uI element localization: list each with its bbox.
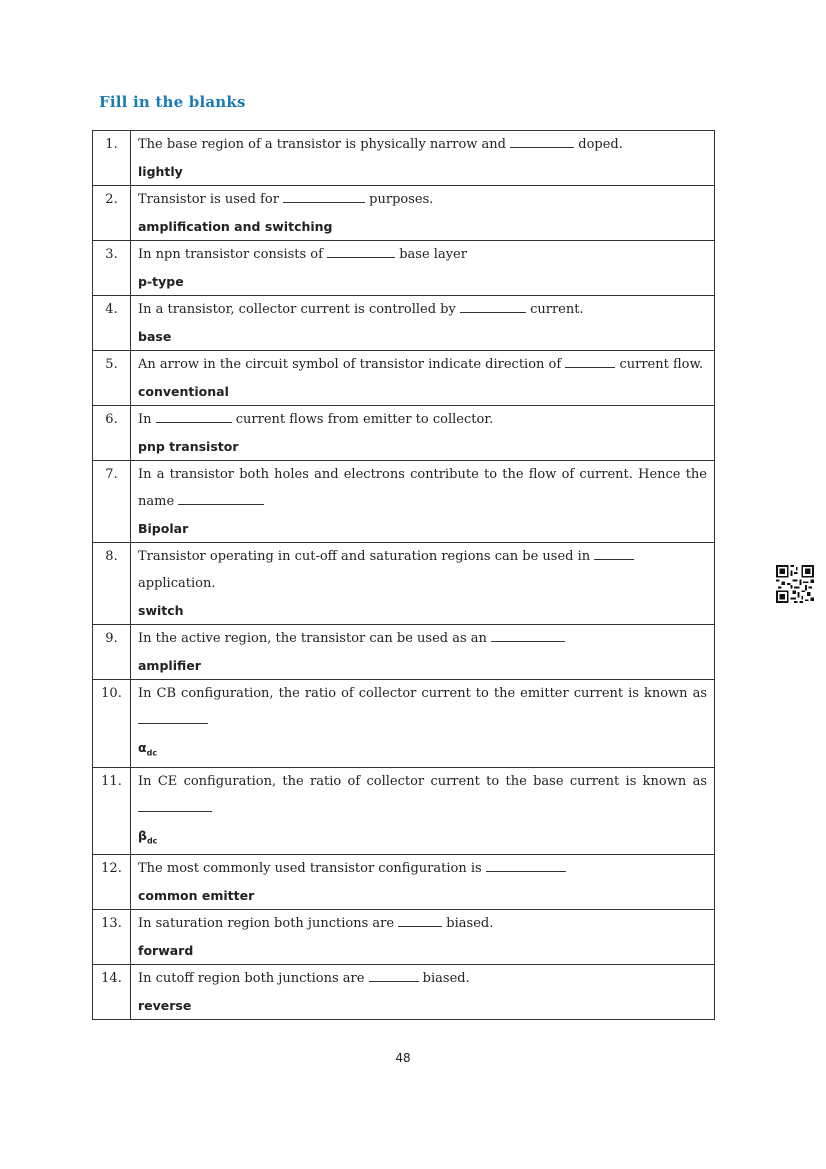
question-text-continued — [138, 795, 707, 822]
row-content — [131, 910, 715, 965]
answer-text: amplification and switching — [138, 219, 333, 234]
row-content — [131, 131, 715, 186]
question-text-continued — [138, 707, 707, 734]
table-row — [93, 241, 715, 296]
table-row — [93, 351, 715, 406]
question-text: In current flows from emitter to collector. — [138, 412, 494, 427]
answer-blank — [491, 629, 565, 642]
table-row — [93, 186, 715, 241]
row-number: 13. — [93, 910, 131, 965]
answer-text: $\alpha_{dc}$ — [138, 740, 158, 758]
question-text: In cutoff region both junctions are biased. — [138, 971, 470, 986]
row-content — [131, 406, 715, 461]
row-content — [131, 461, 715, 543]
row-number: 4. — [93, 296, 131, 351]
answer-text: conventional — [138, 384, 229, 399]
table-row — [93, 543, 715, 625]
answer-blank — [327, 245, 395, 258]
row-content — [131, 767, 715, 855]
table-row — [93, 680, 715, 768]
row-content — [131, 680, 715, 768]
table-row — [93, 767, 715, 855]
fill-in-blanks-table — [92, 130, 715, 1020]
question-text: Transistor is used for purposes. — [138, 192, 434, 207]
row-number: 5. — [93, 351, 131, 406]
table-row — [93, 406, 715, 461]
row-number: 8. — [93, 543, 131, 625]
answer-blank — [565, 355, 615, 368]
row-number: 9. — [93, 625, 131, 680]
answer-blank — [178, 492, 264, 505]
answer-text: $\beta_{dc}$ — [138, 827, 158, 845]
answer-blank — [283, 190, 365, 203]
question-text: In CB configuration, the ratio of collector current to the emitter current is known as — [138, 686, 707, 701]
table-row — [93, 625, 715, 680]
row-content — [131, 241, 715, 296]
question-text: The most commonly used transistor configuration is — [138, 855, 707, 882]
row-content — [131, 296, 715, 351]
answer-blank — [510, 135, 574, 148]
row-number: 12. — [93, 855, 131, 910]
row-number: 1. — [93, 131, 131, 186]
answer-text: reverse — [138, 998, 192, 1013]
row-number: 11. — [93, 767, 131, 855]
row-number: 10. — [93, 680, 131, 768]
question-text: In npn transistor consists of base layer — [138, 247, 467, 262]
page-number: 48 — [395, 1051, 411, 1065]
row-number: 2. — [93, 186, 131, 241]
table-row — [93, 965, 715, 1020]
row-content — [131, 855, 715, 910]
answer-text: lightly — [138, 164, 183, 179]
question-text: In CE configuration, the ratio of collector current to the base current is known as — [138, 773, 707, 789]
answer-text: common emitter — [138, 888, 255, 903]
question-text: The base region of a transistor is physically narrow and doped. — [138, 137, 623, 152]
answer-blank — [594, 547, 634, 560]
answer-text: p-type — [138, 274, 184, 289]
row-content — [131, 351, 715, 406]
row-content — [131, 186, 715, 241]
table-row — [93, 910, 715, 965]
answer-blank — [460, 300, 526, 313]
table-row — [93, 296, 715, 351]
page-title: Fill in the blanks — [99, 93, 246, 111]
answer-blank — [138, 711, 208, 724]
row-number: 6. — [93, 406, 131, 461]
table-row — [93, 855, 715, 910]
answer-blank — [486, 859, 566, 872]
answer-text: pnp transistor — [138, 439, 239, 454]
question-text: In a transistor both holes and electrons contribute to the flow of current. Hence the — [138, 467, 707, 482]
row-number: 3. — [93, 241, 131, 296]
question-text: In a transistor, collector current is controlled by current. — [138, 302, 584, 317]
table-row — [93, 131, 715, 186]
row-number: 7. — [93, 461, 131, 543]
question-text-continued: name — [138, 488, 707, 515]
answer-blank — [156, 410, 232, 423]
question-text: Transistor operating in cut-off and saturation regions can be used in application. — [138, 543, 707, 597]
table-row — [93, 461, 715, 543]
row-content — [131, 543, 715, 625]
answer-text: amplifier — [138, 658, 201, 673]
answer-text: forward — [138, 943, 194, 958]
question-text: In the active region, the transistor can be used as an — [138, 625, 707, 652]
row-content — [131, 625, 715, 680]
answer-blank — [369, 969, 419, 982]
question-text: In saturation region both junctions are biased. — [138, 916, 494, 931]
row-content — [131, 965, 715, 1020]
row-number: 14. — [93, 965, 131, 1020]
answer-blank — [138, 799, 212, 812]
answer-text: Bipolar — [138, 521, 189, 536]
answer-text: switch — [138, 603, 184, 618]
qr-code-icon — [776, 565, 814, 603]
question-text: An arrow in the circuit symbol of transistor indicate direction of current flow. — [138, 357, 704, 372]
answer-blank — [398, 914, 442, 927]
answer-text: base — [138, 329, 172, 344]
